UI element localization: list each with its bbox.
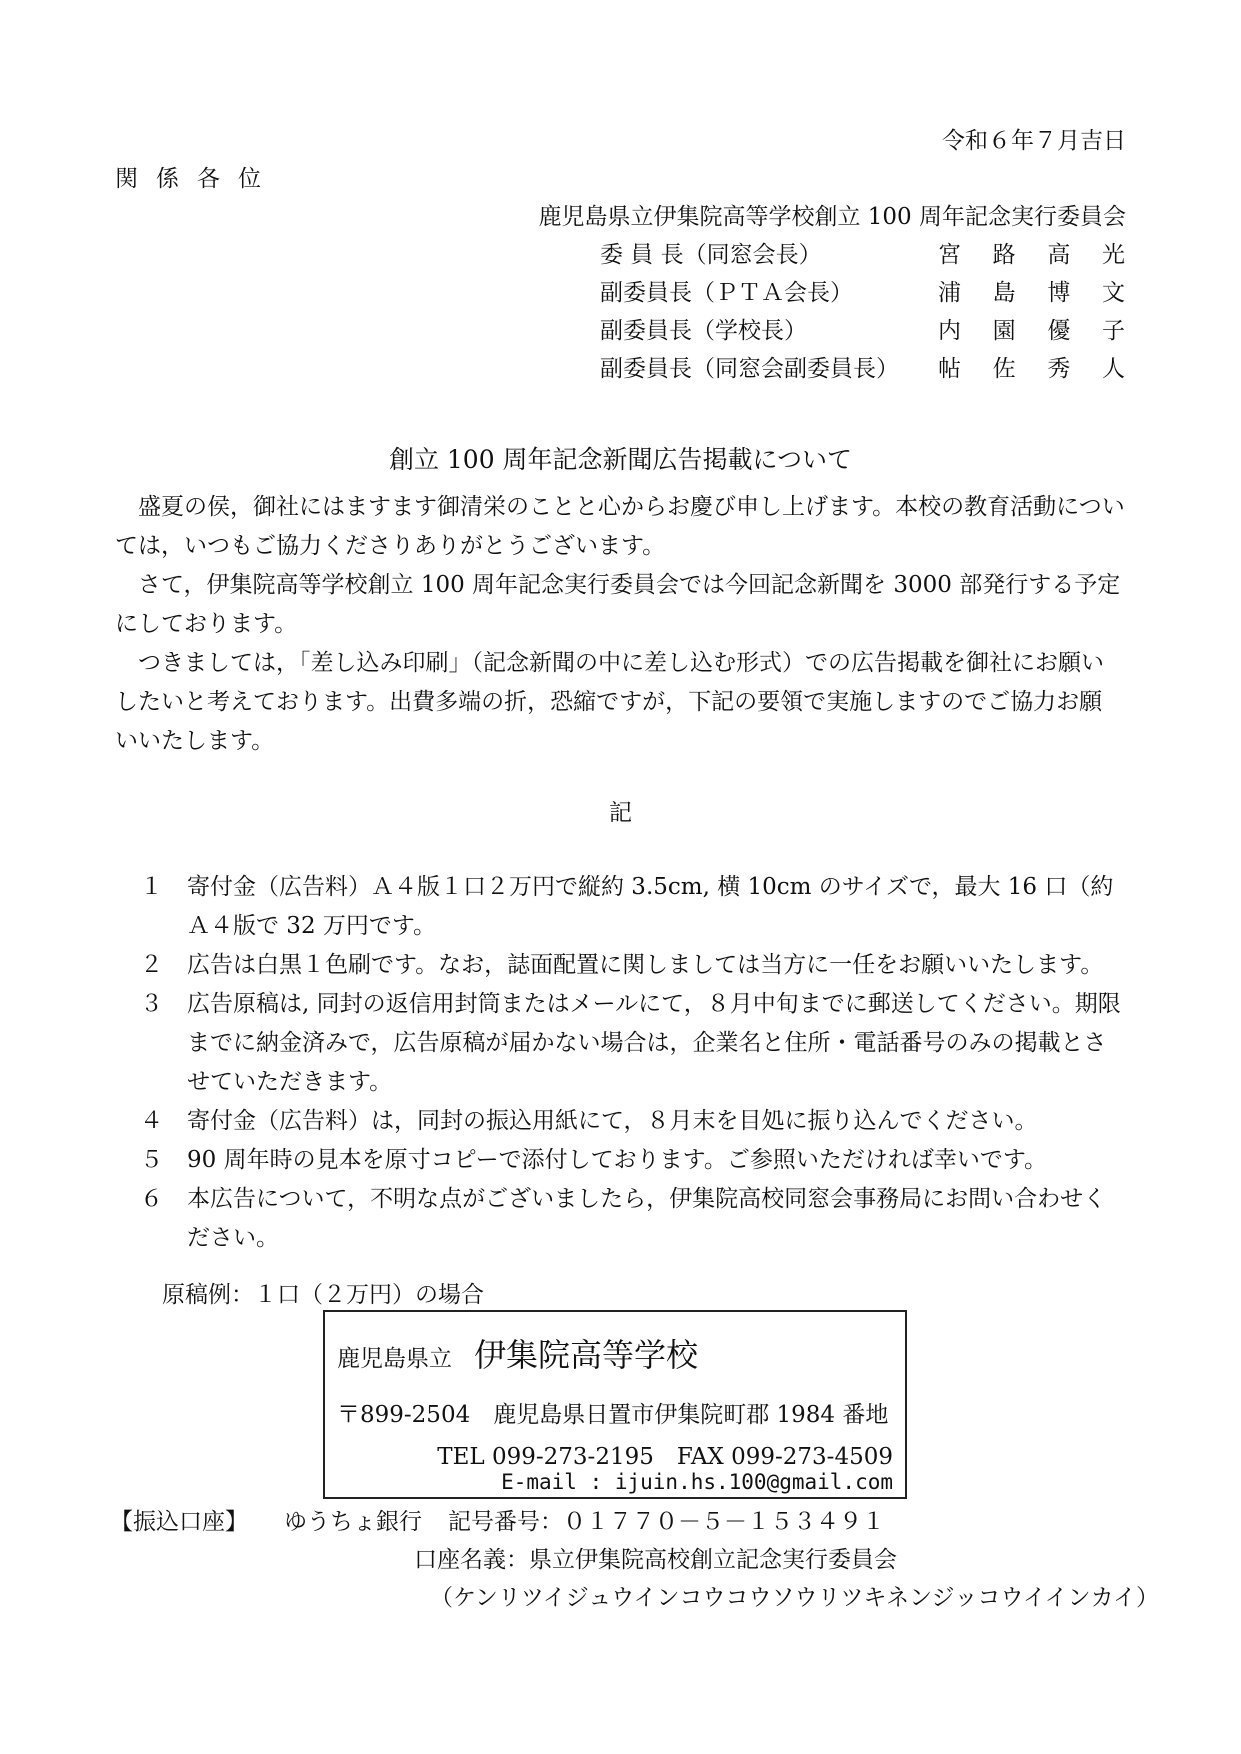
item-number: ５ [140,1147,163,1173]
item-text: 90 周年時の見本を原寸コピーで添付しております。ご参照いただければ幸いです。 [187,1147,1047,1173]
ad-tel-fax: TEL 099-273-2195 FAX 099-273-4509 [437,1444,893,1470]
member-name: 宮 路 高 光 [938,242,1125,268]
item-text: 寄付金（広告料）Ａ４版１口２万円で縦約 3.5cm, 横 10cm のサイズで，最大 16 口（約Ａ４版で 32 万円です。 [187,874,1114,939]
document-date: 令和６年７月吉日 [942,128,1126,154]
item-text: 寄付金（広告料）は，同封の振込用紙にて，８月末を目処に振り込んでください。 [187,1108,1038,1134]
list-item [140,1180,1125,1258]
account-holder-kana: （ケンリツイジュウインコウコウソウリツキネンジッコウイインカイ） [430,1585,1159,1611]
example-label: 原稿例：１口（２万円）の場合 [162,1282,484,1308]
committee-member [600,312,1125,344]
ad-address: 〒899-2504 鹿児島県日置市伊集院町郡 1984 番地 [337,1402,889,1428]
item-text: 広告は白黒１色刷です。なお，誌面配置に関しましては当方に一任をお願いいたします。 [187,952,1104,978]
account-line [110,1503,885,1536]
organization-name: 鹿児島県立伊集院高等学校創立 100 周年記念実行委員会 [538,204,1126,230]
item-number: １ [140,874,163,900]
account-holder: 口座名義：県立伊集院高校創立記念実行委員会 [414,1547,897,1573]
account-label: 【振込口座】 [110,1509,248,1535]
member-role: 委 員 長（同窓会長） [600,242,822,268]
document-title: 創立 100 周年記念新聞広告掲載について [388,445,853,474]
committee-member [600,236,1125,268]
item-text: 本広告について，不明な点がございましたら，伊集院高校同窓会事務局にお問い合わせください。 [187,1186,1107,1251]
item-number: ４ [140,1108,163,1134]
body-text [115,488,1125,761]
ad-email: E-mail : ijuin.hs.100@gmail.com [501,1470,893,1494]
member-role: 副委員長（学校長） [600,318,807,344]
item-number: ２ [140,952,163,978]
ki-heading: 記 [609,800,632,826]
body-paragraph: 盛夏の侯，御社にはますます御清栄のことと心からお慶び申し上げます。本校の教育活動については，いつもご協力くださりありがとうございます。 [115,494,1125,559]
list-item [140,1141,1125,1180]
list-item [140,985,1125,1102]
list-item [140,868,1125,946]
ad-school-name: 伊集院高等学校 [474,1336,699,1374]
member-name: 浦 島 博 文 [938,280,1125,306]
item-list [140,868,1125,1258]
item-text: 広告原稿は, 同封の返信用封筒またはメールにて，８月中旬までに郵送してください。期限までに納金済みで，広告原稿が届かない場合は，企業名と住所・電話番号のみの掲載とさせていただきます。 [187,991,1121,1095]
body-paragraph: つきましては，「差し込み印刷」（記念新聞の中に差し込む形式）での広告掲載を御社にお願いしたいと考えております。出費多端の折，恐縮ですが，下記の要領で実施しますのでご協力お願いいたします。 [115,650,1104,754]
ad-prefecture: 鹿児島県立 [337,1346,452,1372]
account-number: 記号番号：０１７７０－５－１５３４９１ [448,1509,885,1535]
committee-member [600,350,1125,382]
member-role: 副委員長（同窓会副委員長） [600,356,899,382]
committee-member [600,274,1125,306]
body-paragraph: さて，伊集院高等学校創立 100 周年記念実行委員会では今回記念新聞を 3000 部発行する予定にしております。 [115,572,1121,637]
bank-name: ゆうちょ銀行 [284,1509,422,1535]
recipients: 関係各位 [115,166,279,192]
ad-heading [337,1330,698,1376]
member-name: 内 園 優 子 [938,318,1125,344]
item-number: ６ [140,1186,163,1212]
list-item [140,946,1125,985]
list-item [140,1102,1125,1141]
ad-example-box [323,1310,907,1499]
item-number: ３ [140,991,163,1017]
member-name: 帖 佐 秀 人 [938,356,1125,382]
member-role: 副委員長（ＰＴＡ会長） [600,280,853,306]
